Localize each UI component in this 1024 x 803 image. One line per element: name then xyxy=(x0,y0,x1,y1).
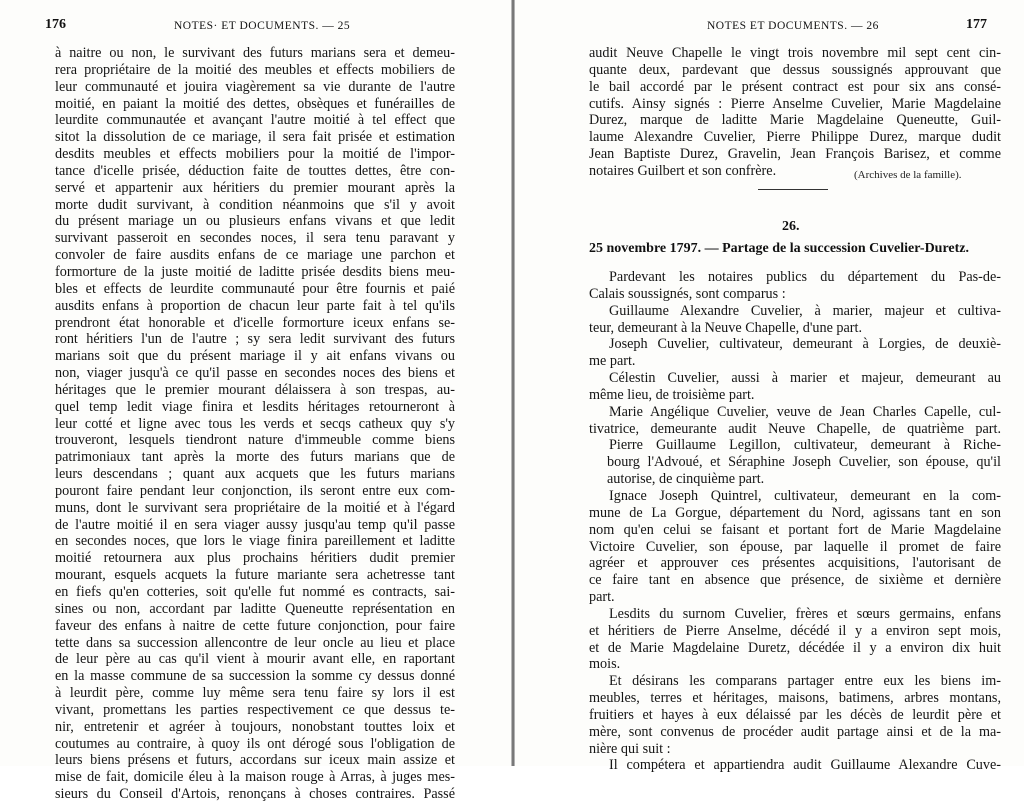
text-line: faveur des enfans à naitre de cette future conjonction, pour faire xyxy=(55,617,455,634)
text-line: moitié retournera aux plus prochains héritiers dudit premier xyxy=(55,550,455,567)
text-line: le bail accordé par le présent contract est pour six ans consé- xyxy=(589,78,1001,95)
source-note: (Archives de la famille). xyxy=(854,169,962,181)
text-line: en fiefs qu'en cotteries, soit qu'elle fut nommé es contracts, sai- xyxy=(55,584,455,600)
right-top-text xyxy=(589,45,1001,180)
text-line: mère, sont convenus de procéder audit partage ainsi et de la ma- xyxy=(589,723,1001,740)
text-line: leur cotté et ligne avec tous les verds et secqs catheux quy s'y xyxy=(55,415,455,432)
text-line: agréer et approuver ces présentes acquisitions, l'autorisant de xyxy=(589,555,1001,572)
text-line: autorise, de cinquième part. xyxy=(607,471,765,488)
text-line: Guillaume Alexandre Cuvelier, à marier, majeur et cultiva- xyxy=(609,302,1001,319)
text-line: vivant, promettans les parties respectivement ce que dessus te- xyxy=(55,701,455,718)
text-line: de leur père au cas qu'il vient à mourir avant elle, en raportant xyxy=(55,651,455,668)
text-line: mise de fait, domicile éleu à la maison rouge à Arras, à juges mes- xyxy=(55,769,455,786)
text-line: même lieu, de troisième part. xyxy=(589,386,755,403)
text-line: convoler de faire ausdits enfans de ce mariage une parchon et xyxy=(55,247,455,264)
text-line: servé et appartenir aux héritiers du premier mourant après la xyxy=(55,179,455,196)
text-line: leurdite communautée et avançant l'autre moitié à tel effect que xyxy=(55,112,455,129)
text-line: coutumes au contraire, à quoy ils ont dérogé sous l'obligation de xyxy=(55,735,455,752)
text-line: à naitre ou non, le survivant des futurs marians sera et demeu- xyxy=(55,45,455,61)
text-line: prendront état honorable et d'icelle formorture iceux enfans se- xyxy=(55,314,455,331)
text-line: Il compétera et appartiendra audit Guillaume Alexandre Cuve- xyxy=(609,757,1001,774)
text-line: fruitiers et hayes à eux délaissé par les décès de leurdit père et xyxy=(589,706,1001,723)
text-line: Célestin Cuvelier, aussi à marier et majeur, demeurant au xyxy=(609,370,1001,387)
text-line: muns, dont le survivant sera propriétaire de la moitié et à l'égard xyxy=(55,499,455,516)
text-line: leurs descendans ; quant aux acquets que les futurs marians xyxy=(55,466,455,483)
text-line: sieurs du Conseil d'Artois, renonçans à choses contraires. Passé xyxy=(55,786,455,803)
text-line: marians soit que du présent mariage il y ait enfans vivans ou xyxy=(55,348,455,365)
text-line: moitié, en paiant la moitié des dettes, obsèques et funérailles de xyxy=(55,95,455,112)
text-line: leurs biens présens et futurs, accordans sur iceux main assize et xyxy=(55,752,455,769)
text-line: tivatrice, demeurante audit Neuve Chapelle, de quatrième part. xyxy=(589,420,1001,437)
document-title: 25 novembre 1797. — Partage de la succession Cuvelier-Duretz. xyxy=(589,241,970,256)
text-line: tette dans sa succession allencontre de leur oncle au lieu et place xyxy=(55,634,455,651)
text-line: ront héritiers l'un de l'autre ; sy sera ledit survivant des futurs xyxy=(55,331,455,348)
text-line: Pierre Guillaume Legillon, cultivateur, demeurant à Riche- xyxy=(609,437,1001,454)
text-line: et de Marie Magdelaine Duretz, décédée il y a environ dix huit xyxy=(589,639,1001,656)
text-line: teur, demeurant à la Neuve Chapelle, d'une part. xyxy=(589,319,863,336)
text-line: leur communauté et jouira viagèrement sa vie durante de l'autre xyxy=(55,78,455,95)
left-body-text xyxy=(55,45,455,803)
text-line: mourant, esquels acquets la future mariante sera achetresse tant xyxy=(55,567,455,584)
text-line: quante deux, pardevant que dessus soussignés approuvant que xyxy=(589,61,1001,78)
text-line: du présent mariage un ou plusieurs enfans vivans et que ledit xyxy=(55,213,455,230)
text-line: ce faire tant en absence que présence, de sixième et dernière xyxy=(589,572,1001,589)
text-line: quel temp ledit viage finira et lesdits héritages retourneront à xyxy=(55,398,455,415)
text-line: Pardevant les notaires publics du département du Pas-de- xyxy=(609,269,1001,285)
running-head: NOTES ET DOCUMENTS. — 26 xyxy=(707,20,879,32)
text-line: cutifs. Ainsy signés : Pierre Anselme Cuvelier, Marie Magdelaine xyxy=(589,95,1001,112)
text-line: et héritiers de Pierre Anselme, décédé il y a environ sept mois, xyxy=(589,622,1001,639)
text-line: Victoire Cuvelier, son épouse, par laquelle il promet de faire xyxy=(589,538,1001,555)
text-line: bourg l'Advoué, et Séraphine Joseph Cuvelier, son épouse, qu'il xyxy=(607,454,1001,471)
text-line: mois. xyxy=(589,656,621,673)
text-line: nom qu'en celui se faisant et portant fort de Marie Magdelaine xyxy=(589,521,1001,538)
text-line: à leurdit père, comme luy même sera tenu faire sy lors il est xyxy=(55,685,455,702)
text-line: trouveront, lesquels tiendront nature d'immeuble comme biens xyxy=(55,432,455,449)
text-line: part. xyxy=(589,589,615,606)
text-line: Jean Baptiste Durez, Gravelin, Jean François Barisez, et comme xyxy=(589,146,1001,163)
text-line: nière qui suit : xyxy=(589,740,671,757)
text-line: de l'autre moitié il en sera viager aussy jusqu'au temp qu'il passe xyxy=(55,516,455,533)
text-line: Et désirans les comparans partager entre eux les biens im- xyxy=(609,673,1001,690)
text-line: morte dudit survivant, à condition néanmoins que s'il y avoit xyxy=(55,196,455,213)
text-line: audit Neuve Chapelle le vingt trois novembre mil sept cent cin- xyxy=(589,45,1001,61)
text-line: desdits meubles et effects mobiliers pour la moitié de l'impor- xyxy=(55,146,455,163)
text-line: Ignace Joseph Quintrel, cultivateur, demeurant en la com- xyxy=(609,487,1001,504)
right-body-text xyxy=(589,269,1001,774)
text-line: meubles, terres et héritages, maisons, batimens, arbres montans, xyxy=(589,690,1001,707)
text-line: en secondes noces, que lors le viage finira pareillement et laditte xyxy=(55,533,455,550)
text-line: me part. xyxy=(589,353,636,370)
text-line: sitot la dissolution de ce mariage, il sera fait prisée et estimation xyxy=(55,129,455,146)
text-line: Lesdits du surnom Cuvelier, frères et sœurs germains, enfans xyxy=(609,605,1001,622)
text-line: Durez, marque de laditte Marie Magdelaine Queneutte, Guil- xyxy=(589,112,1001,129)
text-line: nir, entretenir et agréer à toujours, nonobstant touttes loix et xyxy=(55,718,455,735)
text-line: mune de La Gorgue, département du Nord, agissans tant en son xyxy=(589,504,1001,521)
text-line: Calais soussignés, sont comparus : xyxy=(589,285,786,302)
text-line: tance d'icelle prisée, déduction faite de touttes dettes, être con- xyxy=(55,162,455,179)
page-number: 177 xyxy=(966,17,987,32)
section-divider xyxy=(758,189,828,190)
text-line: non, viager jusqu'à ce qu'il passe en secondes noces des biens et xyxy=(55,365,455,382)
text-line: Joseph Cuvelier, cultivateur, demeurant à Lorgies, de deuxiè- xyxy=(609,336,1001,353)
text-line: bles et effects de leurdite communauté pour être fournis et paié xyxy=(55,280,455,297)
text-line: survivant passeroit en secondes noces, il sera tenu paravant y xyxy=(55,230,455,247)
text-line: laume Alexandre Cuvelier, Pierre Philippe Durez, marque dudit xyxy=(589,129,1001,146)
running-head: NOTES· ET DOCUMENTS. — 25 xyxy=(174,20,351,32)
text-line: Marie Angélique Cuvelier, veuve de Jean Charles Capelle, cul- xyxy=(609,403,1001,420)
text-line: héritages que le premier mourant délaissera à son trespas, au- xyxy=(55,381,455,398)
text-line: en la masse commune de sa succession la somme cy dessus donné xyxy=(55,668,455,685)
page-number: 176 xyxy=(45,17,66,32)
text-line: sines ou non, accordant par laditte Queneutte représentation en xyxy=(55,600,455,617)
text-line: pouront faire pendant leur conjonction, ils seront entre eux com- xyxy=(55,482,455,499)
right-page xyxy=(514,0,1024,774)
text-line: formorture de la juste moitié de laditte prisée desdits biens meu- xyxy=(55,263,455,280)
text-line: ausdits enfans à proportion de chacun leur parte fait à tel qu'ils xyxy=(55,297,455,314)
text-line: notaires Guilbert et son confrère. xyxy=(589,162,777,179)
document-number: 26. xyxy=(782,219,800,234)
text-line: rera propriétaire de la moitié des meubles et effects mobiliers de xyxy=(55,61,455,78)
text-line: patrimoniaux tant après la morte des futurs marians que de xyxy=(55,449,455,466)
